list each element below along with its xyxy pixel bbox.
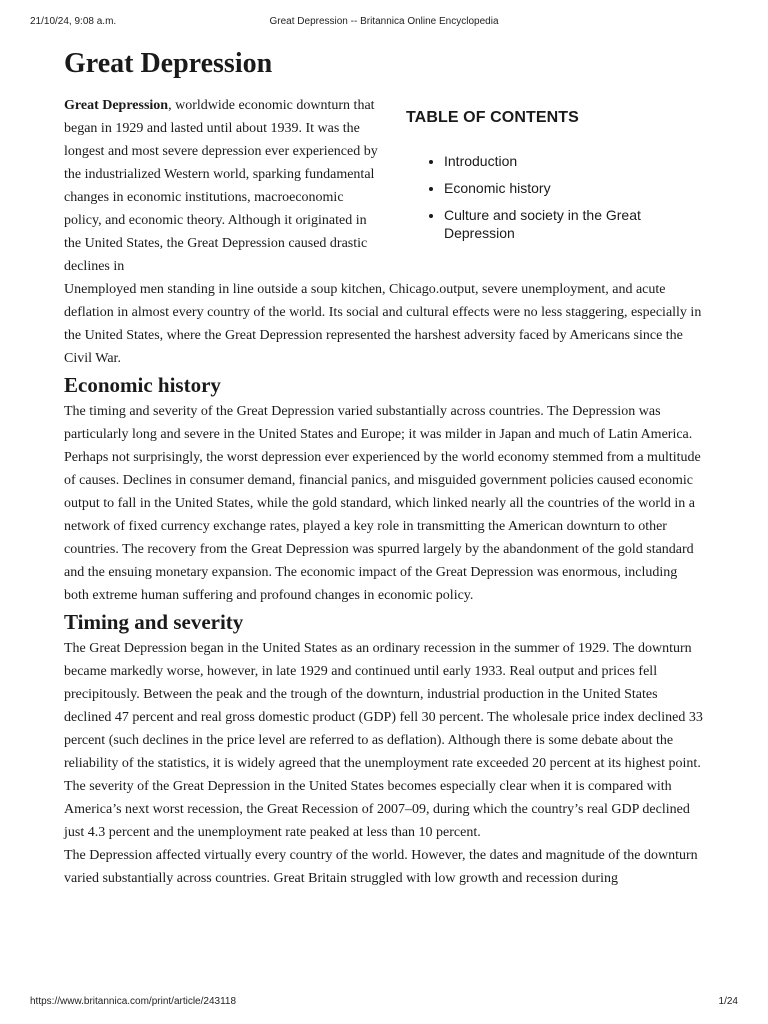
toc-heading: TABLE OF CONTENTS xyxy=(406,109,579,126)
table-of-contents xyxy=(406,108,706,251)
section-heading-timing-and-severity: Timing and severity xyxy=(64,610,244,634)
print-url[interactable]: https://www.britannica.com/print/article/243118 xyxy=(30,996,237,1007)
toc-item-economic-history[interactable]: • Economic history xyxy=(444,179,706,197)
print-page-number: 1/24 xyxy=(718,996,738,1007)
toc-item-culture-and-society[interactable]: • Culture and society in the Great Depression xyxy=(444,206,706,242)
print-header xyxy=(0,16,768,32)
intro-paragraph xyxy=(64,94,382,278)
article xyxy=(64,44,704,890)
intro-term: Great Depression xyxy=(64,98,169,113)
intro-continued-paragraph: Unemployed men standing in line outside a soup kitchen, Chicago.output, severe unemployment, and acute deflation in almost every country of the world. Its social and cultural effects were no less staggering, especially in the United States, where the Great Depression represented the harshest adversity faced by Americans since the Civil War. xyxy=(64,282,702,366)
toc-item-introduction[interactable]: • Introduction xyxy=(444,152,706,170)
print-footer xyxy=(0,996,768,1012)
section-heading-economic-history: Economic history xyxy=(64,373,221,397)
timing-paragraph-1: The Great Depression began in the United States as an ordinary recession in the summer of 1929. The downturn became markedly worse, however, in late 1929 and continued until early 1933. Real output and prices fell precipitously. Between the peak and the trough of the downturn, industrial production in the United States declined 47 percent and real gross domestic product (GDP) fell 30 percent. The wholesale price index declined 33 percent (such declines in the price level are referred to as deflation). Although there is some debate about the reliability of the statistics, it is widely agreed that the unemployment rate exceeded 20 percent at its highest point. The severity of the Great Depression in the United States becomes especially clear when it is compared with America’s next worst recession, the Great Recession of 2007–09, during which the country’s real GDP declined just 4.3 percent and the unemployment rate peaked at less than 10 percent. xyxy=(64,641,703,840)
print-timestamp: 21/10/24, 9:08 a.m. xyxy=(30,16,117,27)
intro-row xyxy=(64,94,704,278)
toc-list xyxy=(406,152,706,242)
timing-paragraph-2: The Depression affected virtually every country of the world. However, the dates and magnitude of the downturn varied substantially across countries. Great Britain struggled with low growth and recession during xyxy=(64,848,698,886)
print-page-title: Great Depression -- Britannica Online Encyclopedia xyxy=(269,16,499,27)
article-title: Great Depression xyxy=(64,48,273,79)
economic-history-paragraph: The timing and severity of the Great Depression varied substantially across countries. The Depression was particularly long and severe in the United States and Europe; it was milder in Japan and much of Latin America. Perhaps not surprisingly, the worst depression ever experienced by the world economy stemmed from a multitude of causes. Declines in consumer demand, financial panics, and misguided government policies caused economic output to fall in the United States, while the gold standard, which linked nearly all the countries of the world in a network of fixed currency exchange rates, played a key role in transmitting the American downturn to other countries. The recovery from the Great Depression was spurred largely by the abandonment of the gold standard and the ensuing monetary expansion. The economic impact of the Great Depression was enormous, including both extreme human suffering and profound changes in economic policy. xyxy=(64,404,701,603)
intro-text: , worldwide economic downturn that began in 1929 and lasted until about 1939. It was the longest and most severe depression ever experienced by the industrialized Western world, sparking fundamental changes in economic institutions, macroeconomic policy, and economic theory. Although it originated in the United States, the Great Depression caused drastic declines in xyxy=(64,98,378,274)
